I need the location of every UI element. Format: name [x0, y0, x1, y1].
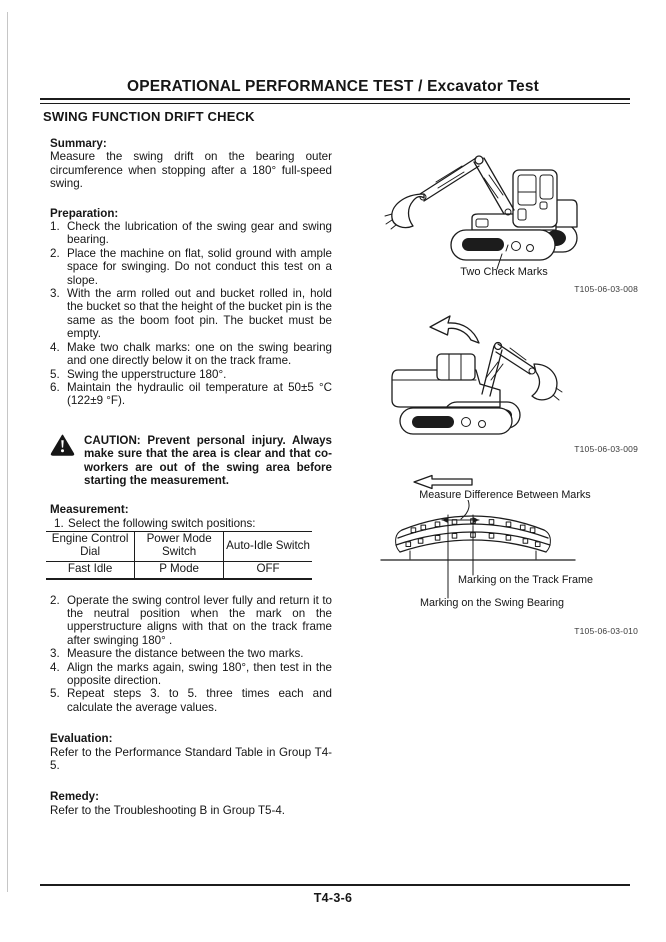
section-title: SWING FUNCTION DRIFT CHECK — [43, 109, 255, 124]
list-item — [54, 517, 332, 530]
caution-block — [50, 434, 332, 488]
figure-number: T105-06-03-009 — [574, 444, 638, 454]
remedy-text: Refer to the Troubleshooting B in Group T5-4. — [50, 803, 286, 817]
list-item — [50, 687, 332, 714]
list-number: 5. — [50, 367, 60, 381]
list-text: With the arm rolled out and bucket rolled in, hold the bucket so that the height of the bucket pin is the same as the boom foot pin. The bucket must be empty. — [67, 287, 332, 341]
list-number: 3. — [50, 287, 60, 301]
list-text: Place the machine on flat, solid ground with ample space for swinging. Do not conduct this test on a slope. — [67, 246, 332, 287]
remedy-heading: Remedy: — [50, 790, 99, 804]
list-number: 1. — [50, 220, 60, 234]
text-column — [50, 137, 332, 817]
rotation-arrow-icon — [430, 316, 479, 343]
list-number: 1. — [54, 516, 64, 530]
track-frame-label: Marking on the Track Frame — [458, 574, 594, 586]
list-number: 2. — [50, 246, 60, 260]
figure-number: T105-06-03-010 — [574, 626, 638, 636]
excavator-side-illustration — [380, 152, 620, 274]
measure-difference-label: Measure Difference Between Marks — [419, 489, 591, 501]
list-text: Swing the upperstructure 180°. — [67, 367, 227, 381]
list-text: Check the lubrication of the swing gear and swing bearing. — [67, 220, 332, 247]
list-item — [50, 647, 332, 660]
table-cell: OFF — [224, 561, 312, 578]
header-double-rule — [40, 98, 630, 104]
figure-caption: Two Check Marks — [460, 266, 548, 278]
left-arrow-icon — [410, 474, 476, 490]
evaluation-heading: Evaluation: — [50, 732, 113, 746]
table-header-cell: Auto-Idle Switch — [224, 532, 312, 562]
list-number: 2. — [50, 593, 60, 607]
footer-rule — [40, 884, 630, 886]
list-number: 4. — [50, 340, 60, 354]
excavator-swing-illustration — [382, 312, 607, 444]
summary-heading: Summary: — [50, 137, 107, 150]
table-cell: Fast Idle — [67, 561, 113, 575]
swing-bearing-illustration — [378, 500, 578, 610]
figure-number: T105-06-03-008 — [574, 284, 638, 294]
list-item — [50, 341, 332, 368]
table-cell: P Mode — [135, 561, 224, 578]
summary-text: Measure the swing drift on the bearing outer circumference when stopping after a 180° full-speed swing. — [50, 150, 332, 191]
figure-swing-180 — [368, 308, 640, 458]
page-number: T4-3-6 — [313, 891, 353, 905]
list-item — [50, 368, 332, 381]
table-header-row — [46, 532, 312, 562]
page-header-title: OPERATIONAL PERFORMANCE TEST / Excavator Test — [126, 78, 540, 95]
list-item — [50, 661, 332, 688]
list-item — [50, 247, 332, 287]
page-edge-line — [7, 12, 8, 892]
caution-text: CAUTION: Prevent personal injury. Always make sure that the area is clear and that co-workers are out of the swing area before starting the measurement. — [84, 433, 332, 487]
preparation-heading: Preparation: — [50, 206, 119, 220]
table-header-cell: Power Mode Switch — [135, 532, 224, 562]
table-header-cell: Engine Control Dial — [51, 532, 129, 558]
list-text: Measure the distance between the two marks. — [67, 647, 304, 661]
list-number: 4. — [50, 660, 60, 674]
list-text: Make two chalk marks: one on the swing bearing and one directly below it on the track frame. — [67, 340, 332, 368]
figure-bearing-marks — [370, 473, 640, 643]
switch-position-table — [46, 531, 312, 579]
list-text: Maintain the hydraulic oil temperature at 50±5 °C (122±9 °F). — [67, 380, 332, 408]
list-text: Operate the swing control lever fully and return it to the neutral position when the mark on the upperstructure aligns with that on the track frame after swinging 180° . — [67, 593, 332, 647]
list-text: Select the following switch positions: — [68, 516, 256, 530]
evaluation-text: Refer to the Performance Standard Table in Group T4-5. — [50, 745, 332, 773]
warning-icon — [50, 434, 75, 488]
measurement-heading: Measurement: — [50, 503, 129, 517]
list-number: 6. — [50, 380, 60, 394]
list-item — [50, 594, 332, 648]
list-item — [50, 287, 332, 341]
list-text: Align the marks again, swing 180°, then test in the opposite direction. — [67, 660, 332, 687]
list-number: 3. — [50, 647, 60, 661]
figure-check-marks — [368, 152, 640, 302]
table-row — [46, 561, 312, 578]
list-item — [50, 220, 332, 247]
measurement-steps — [50, 594, 332, 715]
swing-bearing-label: Marking on the Swing Bearing — [420, 597, 565, 609]
list-item — [50, 381, 332, 408]
list-text: Repeat steps 3. to 5. three times each and calculate the average values. — [67, 687, 332, 714]
list-number: 5. — [50, 687, 60, 701]
